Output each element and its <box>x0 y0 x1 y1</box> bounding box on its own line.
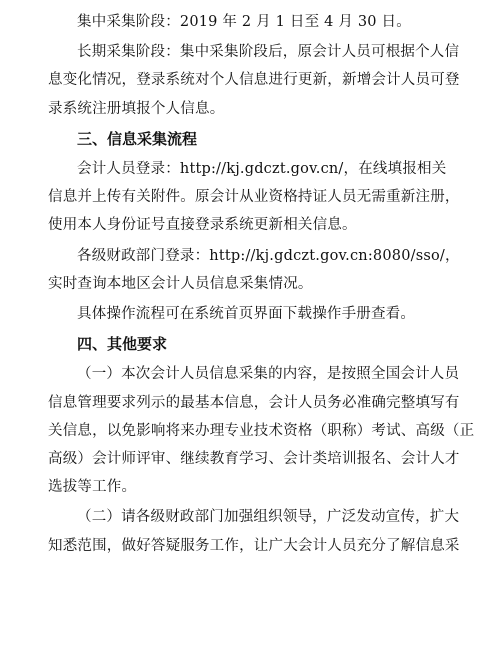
login-line-2: 信息并上传有关附件。原会计从业资格持证人员无需重新注册， <box>48 189 460 206</box>
login-line-1: 会计人员登录：http://kj.gdczt.gov.cn/，在线填报相关 <box>77 161 447 178</box>
requirement-1-line-1: （一）本次会计人员信息采集的内容，是按照全国会计人员 <box>77 366 460 383</box>
requirement-1-line-3: 关信息，以免影响将来办理专业技术资格（职称）考试、高级（正 <box>48 422 475 439</box>
longterm-line-2: 息变化情况，登录系统对个人信息进行更新，新增会计人员可登 <box>48 72 460 89</box>
longterm-line-3: 录系统注册填报个人信息。 <box>48 100 225 117</box>
finance-line-2: 实时查询本地区会计人员信息采集情况。 <box>48 275 313 292</box>
requirement-1-line-2: 信息管理要求列示的最基本信息，会计人员务必准确完整填写有 <box>48 394 460 411</box>
collect-phase-line: 集中采集阶段：2019 年 2 月 1 日至 4 月 30 日。 <box>77 14 411 30</box>
requirement-2-line-1: （二）请各级财政部门加强组织领导，广泛发动宣传，扩大 <box>77 509 460 526</box>
section-heading-3: 三、信息采集流程 <box>77 129 198 148</box>
finance-line-1: 各级财政部门登录：http://kj.gdczt.gov.cn:8080/sso/， <box>77 247 460 264</box>
manual-line: 具体操作流程可在系统首页界面下载操作手册查看。 <box>77 306 416 323</box>
requirement-2-line-2: 知悉范围，做好答疑服务工作，让广大会计人员充分了解信息采 <box>48 537 460 554</box>
longterm-line-1: 长期采集阶段：集中采集阶段后，原会计人员可根据个人信 <box>77 44 460 61</box>
section-heading-4: 四、其他要求 <box>77 335 168 354</box>
login-line-3: 使用本人身份证号直接登录系统更新相关信息。 <box>48 217 357 234</box>
requirement-1-line-4: 高级）会计师评审、继续教育学习、会计类培训报名、会计人才 <box>48 451 460 468</box>
requirement-1-line-5: 选拔等工作。 <box>48 479 137 496</box>
